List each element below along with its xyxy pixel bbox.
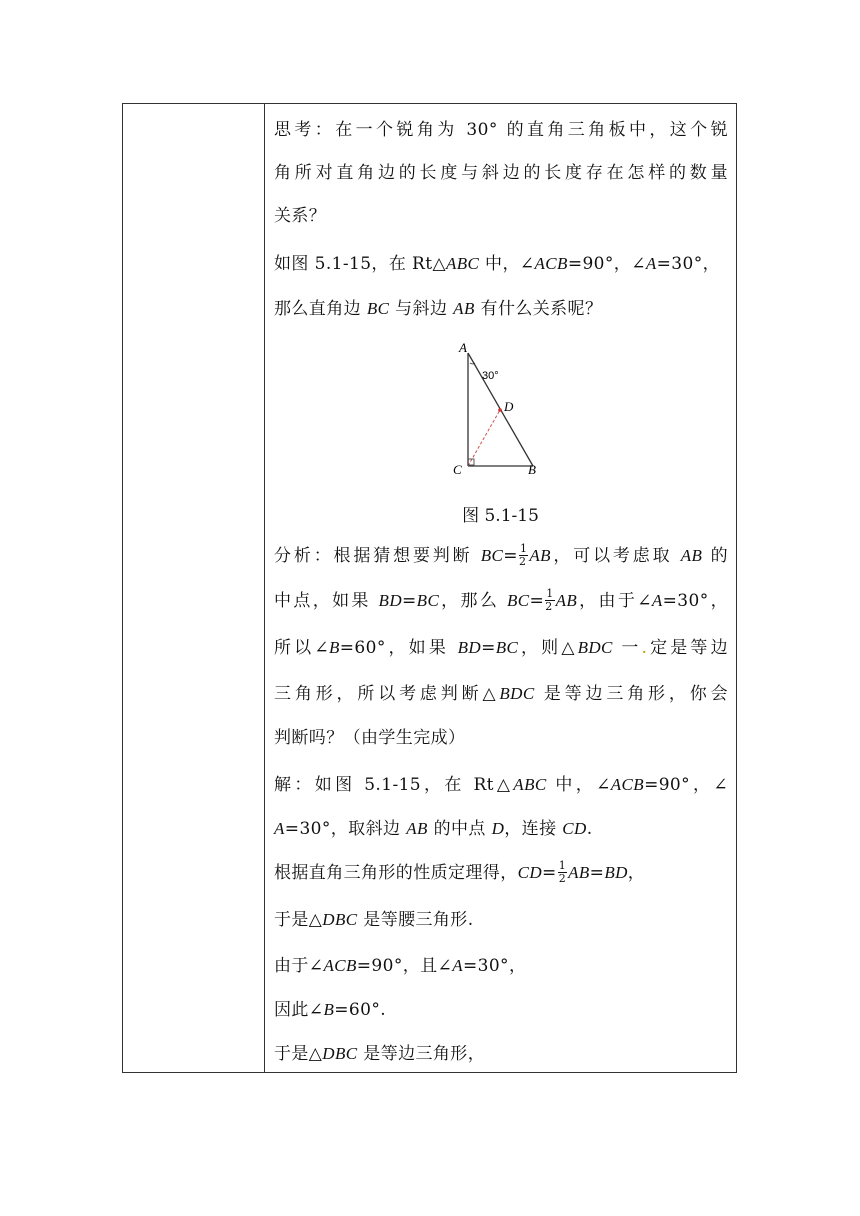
- math: AB: [555, 591, 578, 610]
- numerator: 1: [519, 542, 528, 555]
- text: 中，∠: [546, 775, 611, 795]
- math: DBC: [322, 910, 358, 929]
- math: A: [452, 956, 463, 975]
- text: 分析：根据猜想要判断: [274, 546, 481, 566]
- solution-line-1: [274, 775, 728, 795]
- text: =30°，: [462, 956, 527, 976]
- math: ABC: [445, 254, 480, 273]
- think-line-2: [274, 163, 728, 183]
- text: 解：如图 5.1-15，在 Rt△: [274, 775, 514, 795]
- solution-line-7: [274, 1044, 728, 1064]
- math: BC: [480, 546, 504, 565]
- text: =: [529, 591, 545, 611]
- solution-line-5: [274, 956, 728, 976]
- text: 中，∠: [479, 254, 535, 274]
- think-line-1: [274, 120, 728, 140]
- analysis-line-4: [274, 684, 728, 704]
- math: BD: [604, 863, 628, 882]
- text: =30°，取斜边: [284, 819, 407, 839]
- math: AB: [406, 819, 428, 838]
- fraction-half: [519, 543, 528, 568]
- text: 中点，如果: [274, 591, 379, 611]
- right-column-cell: [265, 104, 736, 1072]
- math: AB: [568, 863, 590, 882]
- text: 所以∠: [274, 638, 329, 658]
- text: =60°.: [334, 1000, 387, 1020]
- math: B: [328, 638, 340, 657]
- math: BDC: [577, 638, 613, 657]
- text: ，由于∠: [577, 591, 652, 611]
- text: 有什么关系呢？: [474, 299, 603, 319]
- numerator: 1: [558, 859, 567, 872]
- example-line-1: [274, 254, 728, 274]
- text: ，: [627, 863, 646, 883]
- angle-label: 30°: [482, 370, 499, 382]
- midpoint-d: [498, 408, 502, 412]
- solution-line-2: [274, 819, 728, 839]
- text: ，可以考虑取: [550, 546, 681, 566]
- math: ACB: [534, 254, 568, 273]
- math: BD: [378, 591, 403, 610]
- math: BD: [457, 638, 482, 657]
- text: =: [503, 546, 518, 566]
- text: 判断吗？（由学生完成）: [274, 728, 466, 748]
- figure-caption: 图 5.1-15: [462, 506, 539, 526]
- text: =90°，∠: [567, 254, 646, 274]
- label-d: D: [504, 399, 514, 414]
- label-a: A: [459, 341, 467, 355]
- math: DBC: [322, 1044, 358, 1063]
- text: 是等边三角形，: [357, 1044, 486, 1064]
- text: 因此∠: [274, 1000, 324, 1020]
- text: =: [542, 863, 557, 883]
- math: D: [491, 819, 505, 838]
- text: 关系？: [274, 206, 327, 226]
- text: 根据直角三角形的性质定理得，: [274, 863, 518, 883]
- text: =: [481, 638, 496, 658]
- text: 三角形，所以考虑判断△: [274, 684, 500, 704]
- fraction-half: [558, 860, 567, 885]
- text: 一: [612, 638, 642, 658]
- left-column-cell: [123, 104, 265, 1072]
- analysis-line-5: [274, 728, 728, 748]
- numerator: 1: [546, 587, 554, 600]
- math: BC: [507, 591, 530, 610]
- denominator: 2: [545, 600, 553, 613]
- math: BDC: [499, 684, 535, 703]
- text: 如图 5.1-15，在 Rt△: [274, 254, 446, 274]
- math: AB: [453, 299, 475, 318]
- math: AB: [680, 546, 703, 565]
- analysis-line-3: [274, 638, 728, 658]
- denominator: 2: [558, 872, 567, 885]
- text: .: [586, 819, 593, 839]
- fraction-half: [545, 588, 554, 613]
- text: 是等腰三角形.: [357, 910, 474, 930]
- text: ，连接: [504, 819, 563, 839]
- denominator: 2: [518, 555, 527, 568]
- text: 于是△: [274, 1044, 323, 1064]
- text: =90°，∠: [644, 775, 729, 795]
- text: 的中点: [427, 819, 492, 839]
- text: 定是等边: [647, 638, 728, 658]
- marker-dot: .: [641, 638, 648, 658]
- text: 的: [702, 546, 728, 566]
- math: B: [323, 1000, 335, 1019]
- text: =30°，: [662, 591, 728, 611]
- solution-line-4: [274, 910, 728, 930]
- math: BC: [366, 299, 390, 318]
- math: BC: [416, 591, 440, 610]
- text: 于是△: [274, 910, 323, 930]
- math: ACB: [610, 775, 645, 794]
- segment-cd: [468, 410, 500, 466]
- math: CD: [517, 863, 543, 882]
- text: ，那么: [439, 591, 507, 611]
- text: ，则△: [518, 638, 578, 658]
- math: BC: [495, 638, 519, 657]
- text: =30°，: [656, 254, 721, 274]
- math: A: [645, 254, 657, 273]
- text: 角所对直角边的长度与斜边的长度存在怎样的数量: [274, 163, 728, 183]
- label-c: C: [453, 462, 462, 477]
- think-line-3: [274, 206, 728, 226]
- analysis-line-1: [274, 544, 728, 569]
- example-line-2: [274, 299, 728, 319]
- text: =: [402, 591, 417, 611]
- triangle-figure: [415, 341, 575, 481]
- label-b: B: [528, 462, 536, 477]
- text: 由于∠: [274, 956, 324, 976]
- text: =90°，且∠: [356, 956, 453, 976]
- text: 是等边三角形，你会: [534, 684, 728, 704]
- text: 思考：在一个锐角为 30° 的直角三角板中，这个锐: [274, 120, 728, 140]
- text: =: [589, 863, 605, 883]
- text: =60°，如果: [339, 638, 458, 658]
- math: A: [651, 591, 663, 610]
- analysis-line-2: [274, 589, 728, 614]
- angle-arc: [470, 363, 475, 364]
- solution-line-6: [274, 1000, 728, 1020]
- math: ACB: [323, 956, 357, 975]
- lesson-table: [122, 103, 737, 1073]
- math: A: [274, 819, 285, 838]
- text: 与斜边: [389, 299, 454, 319]
- text: 那么直角边: [274, 299, 367, 319]
- math: CD: [562, 819, 587, 838]
- math: AB: [529, 546, 551, 565]
- solution-line-3: [274, 861, 728, 886]
- math: ABC: [513, 775, 547, 794]
